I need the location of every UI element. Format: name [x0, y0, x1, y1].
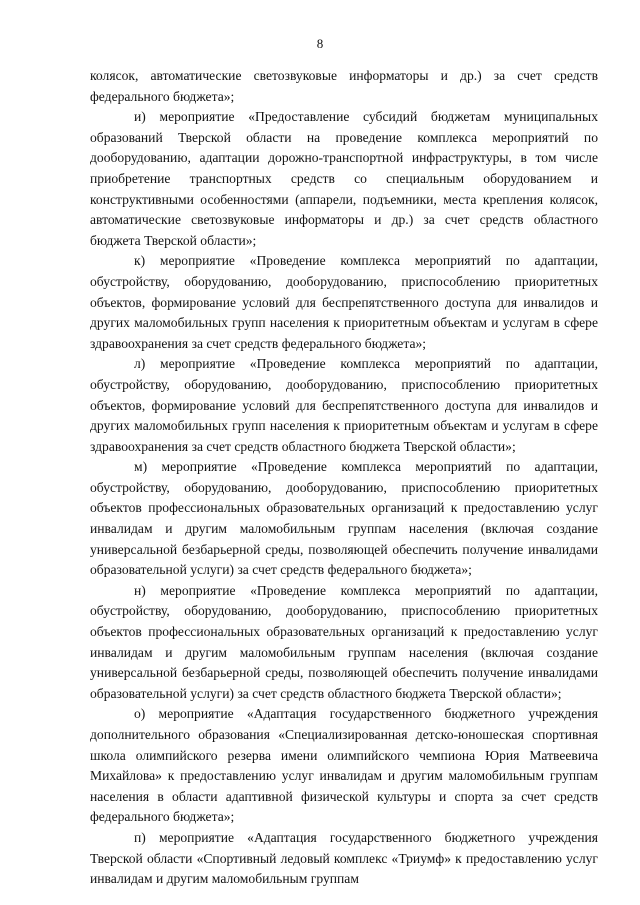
paragraph-item-m: м) мероприятие «Проведение комплекса мероприятий по адаптации, обустройству, оборудованию, дооборудованию, приспособлению приоритетных объектов профессиональных образовательных организаций к предоставлению услуг инвалидам и другим маломобильным группам населения (включая создание универсальной безбарьерной среды, позволяющей обеспечить получение инвалидами образовательной услуги) за счет средств федерального бюджета»; — [90, 459, 598, 578]
paragraph-item-o: о) мероприятие «Адаптация государственного бюджетного учреждения дополнительного образования «Специализированная детско-юношеская спортивная школа олимпийского резерва имени олимпийского чемпиона Юрия Матвеевича Михайлова» к предоставлению услуг инвалидам и другим маломобильным группам населения в области адаптивной физической культуры и спорта за счет средств федерального бюджета»; — [90, 706, 598, 825]
page-number: 8 — [316, 36, 324, 51]
paragraph-item-n: н) мероприятие «Проведение комплекса мероприятий по адаптации, обустройству, оборудованию, дооборудованию, приспособлению приоритетных объектов профессиональных образовательных организаций к предоставлению услуг инвалидам и другим маломобильным группам населения (включая создание универсальной безбарьерной среды, позволяющей обеспечить получение инвалидами образовательной услуги) за счет средств областного бюджета Тверской области»; — [90, 582, 598, 701]
paragraph-continuation: колясок, автоматические светозвуковые информаторы и др.) за счет средств федерального бюджета»; — [90, 68, 598, 104]
document-body — [90, 66, 598, 890]
paragraph-item-k: к) мероприятие «Проведение комплекса мероприятий по адаптации, обустройству, оборудованию, дооборудованию, приспособлению приоритетных объектов, формирование условий для беспрепятственного доступа для инвалидов и других маломобильных групп населения к приоритетным объектам и услугам в сфере здравоохранения за счет средств федерального бюджета»; — [90, 253, 598, 351]
paragraph-item-l: л) мероприятие «Проведение комплекса мероприятий по адаптации, обустройству, оборудованию, дооборудованию, приспособлению приоритетных объектов, формирование условий для беспрепятственного доступа для инвалидов и других маломобильных групп населения к приоритетным объектам и услугам в сфере здравоохранения за счет средств областного бюджета Тверской области»; — [90, 356, 598, 454]
paragraph-item-p: п) мероприятие «Адаптация государственного бюджетного учреждения Тверской области «Спортивный ледовый комплекс «Триумф» к предоставлению услуг инвалидам и другим маломобильным группам — [90, 829, 598, 887]
paragraph-item-i: и) мероприятие «Предоставление субсидий бюджетам муниципальных образований Тверской области на проведение комплекса мероприятий по дооборудованию, адаптации дорожно-транспортной инфраструктуры, в том числе приобретение транспортных средств со специальным оборудованием и конструктивными особенностями (аппарели, подъемники, места крепления колясок, автоматические светозвуковые информаторы и др.) за счет средств областного бюджета Тверской области»; — [90, 109, 598, 248]
